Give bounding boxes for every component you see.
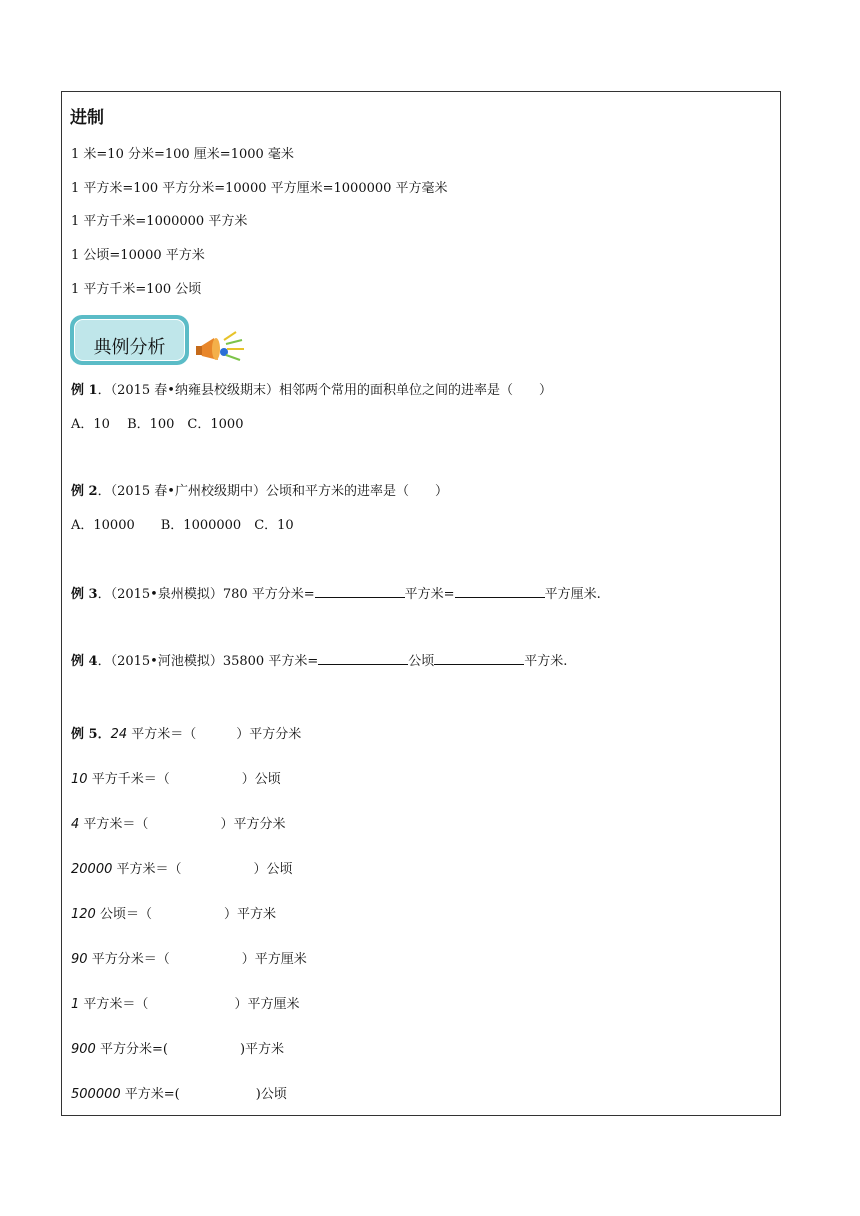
item-text: 平方千米＝（ <box>91 772 170 787</box>
example-5-label: 例 5． <box>71 727 111 742</box>
example-analysis-badge <box>70 315 189 365</box>
example-5-item <box>71 771 281 789</box>
item-text: 平方米＝（ <box>131 727 197 742</box>
item-text: 平方分米＝（ <box>91 952 170 967</box>
item-unit: ）平方分米 <box>220 817 286 832</box>
item-text: 平方米＝（ <box>83 997 149 1012</box>
example-4-question <box>71 652 567 671</box>
item-number: 500000 <box>71 1087 121 1102</box>
item-unit: ）平方米 <box>223 907 276 922</box>
item-number: 20000 <box>71 862 113 877</box>
badge-label: 典例分析 <box>93 337 166 358</box>
item-unit: ）公顷 <box>253 862 293 877</box>
example-1-question <box>71 382 552 400</box>
conversion-line: 1 平方千米=1000000 平方米 <box>71 214 248 229</box>
item-text: 平方米＝（ <box>116 862 182 877</box>
example-5-item <box>71 996 299 1014</box>
example-3-text-c: 平方厘米. <box>544 587 601 602</box>
example-5-item <box>71 816 285 834</box>
item-text: 平方米=( <box>124 1087 180 1102</box>
item-number: 10 <box>71 772 88 787</box>
example-2-question <box>71 483 448 501</box>
answer-blank[interactable] <box>315 585 405 598</box>
item-number: 1 <box>71 997 80 1012</box>
item-number: 90 <box>71 952 88 967</box>
conversion-line: 1 公顷=10000 平方米 <box>71 248 205 263</box>
example-5-item <box>71 861 293 879</box>
example-5-item <box>71 1086 287 1104</box>
megaphone-icon <box>194 330 248 366</box>
item-unit: )平方米 <box>239 1042 285 1057</box>
conversion-line: 1 平方米=100 平方分米=10000 平方厘米=1000000 平方毫米 <box>71 181 448 196</box>
example-3-text-a: ．（2015•泉州模拟）780 平方分米= <box>97 587 315 602</box>
conversion-line: 1 平方千米=100 公顷 <box>71 282 202 297</box>
item-number: 900 <box>71 1042 96 1057</box>
example-3-text-b: 平方米= <box>404 587 455 602</box>
example-5-item <box>71 1041 284 1059</box>
example-5-item <box>71 726 301 744</box>
example-4-text-b: 公顷 <box>408 654 435 669</box>
item-number: 4 <box>71 817 80 832</box>
item-number: 24 <box>110 727 128 742</box>
example-2-options: A．10000 B．1000000 C．10 <box>71 518 294 533</box>
example-2-text: ．（2015 春•广州校级期中）公顷和平方米的进率是（ ） <box>97 484 448 499</box>
example-1-label: 例 1 <box>71 383 98 398</box>
section-heading: 进制 <box>70 108 104 128</box>
answer-blank[interactable] <box>434 652 524 665</box>
example-3-label: 例 3 <box>71 587 98 602</box>
item-text: 平方米＝（ <box>83 817 149 832</box>
item-text: 公顷＝（ <box>99 907 152 922</box>
example-5-item <box>71 951 307 969</box>
example-5-item <box>71 906 276 924</box>
example-4-label: 例 4 <box>71 654 98 669</box>
item-unit: )公顷 <box>255 1087 287 1102</box>
example-1-options: A．10 B．100 C．1000 <box>71 417 244 432</box>
example-2-label: 例 2 <box>71 484 98 499</box>
item-unit: ）平方分米 <box>236 727 302 742</box>
example-4-text-a: ．（2015•河池模拟）35800 平方米= <box>97 654 319 669</box>
example-3-question <box>71 585 601 604</box>
example-1-text: ．（2015 春•纳雍县校级期末）相邻两个常用的面积单位之间的进率是（ ） <box>97 383 552 398</box>
item-unit: ）公顷 <box>241 772 281 787</box>
answer-blank[interactable] <box>455 585 545 598</box>
answer-blank[interactable] <box>318 652 408 665</box>
item-unit: ）平方厘米 <box>234 997 300 1012</box>
item-unit: ）平方厘米 <box>241 952 307 967</box>
item-number: 120 <box>71 907 96 922</box>
item-text: 平方分米=( <box>99 1042 168 1057</box>
conversion-line: 1 米=10 分米=100 厘米=1000 毫米 <box>71 147 294 162</box>
example-4-text-c: 平方米. <box>524 654 568 669</box>
